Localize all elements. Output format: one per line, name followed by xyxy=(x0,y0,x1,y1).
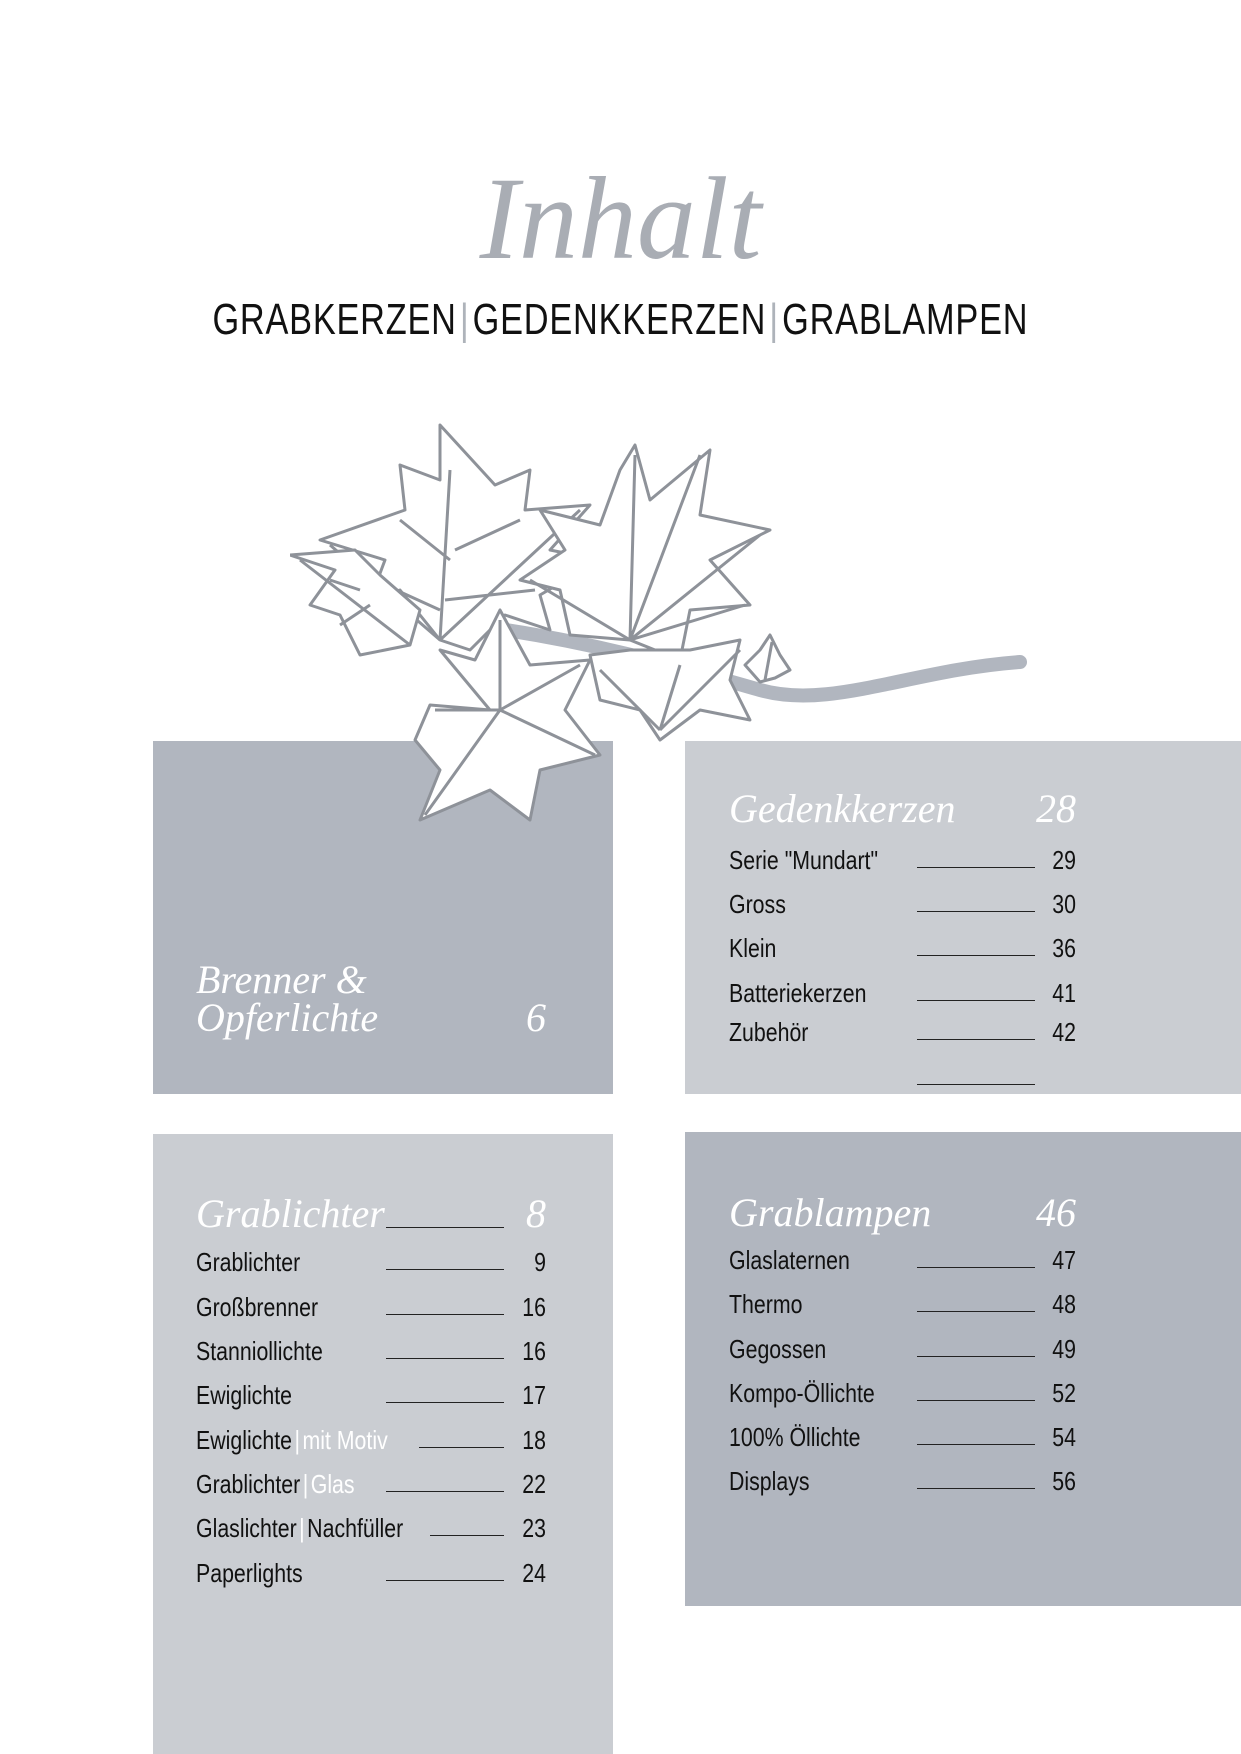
toc-entry[interactable] xyxy=(196,1292,546,1324)
toc-entry[interactable] xyxy=(729,1422,1079,1454)
section-page-gedenkkerzen: 28 xyxy=(1036,786,1076,831)
toc-entry-page: 23 xyxy=(522,1513,546,1543)
toc-entry-label xyxy=(196,1513,403,1544)
toc-entry-label-sub: Glas xyxy=(310,1469,355,1499)
leader-line-extra xyxy=(917,1084,1035,1085)
toc-entry-label: Glaslaternen xyxy=(729,1245,850,1275)
toc-entry[interactable] xyxy=(729,1334,1079,1366)
toc-entry[interactable] xyxy=(196,1425,546,1457)
label-separator: | xyxy=(299,1513,305,1543)
toc-entry-label: Klein xyxy=(729,933,777,963)
toc-entry-page: 18 xyxy=(522,1425,546,1455)
toc-entry[interactable] xyxy=(729,1466,1079,1498)
toc-entry-label: Stanniollichte xyxy=(196,1336,323,1366)
leader-line xyxy=(430,1535,504,1536)
section-title-grablichter: Grablichter xyxy=(196,1191,385,1236)
page-title: Inhalt xyxy=(479,153,762,284)
toc-entry-label: Ewiglichte xyxy=(196,1380,292,1410)
leader-line xyxy=(386,1314,504,1315)
toc-entry-page: 24 xyxy=(522,1558,546,1588)
section-title-brenner-line1: Brenner & xyxy=(196,957,367,1002)
subtitle-grablampen: GRABLAMPEN xyxy=(782,295,1029,344)
subtitle-separator: | xyxy=(459,295,470,344)
toc-entry-label xyxy=(196,1425,388,1456)
toc-entry-page: 22 xyxy=(522,1469,546,1499)
toc-entry-label: Serie "Mundart" xyxy=(729,845,879,875)
toc-entry-page: 17 xyxy=(522,1380,546,1410)
toc-entry-label: Batteriekerzen xyxy=(729,978,867,1008)
section-title-gedenkkerzen: Gedenkkerzen xyxy=(729,786,956,831)
toc-entry-page: 47 xyxy=(1052,1245,1076,1275)
toc-entry[interactable] xyxy=(729,1017,1079,1049)
toc-entry-page: 56 xyxy=(1052,1466,1076,1496)
leader-line xyxy=(917,867,1035,868)
leader-line xyxy=(917,1039,1035,1040)
toc-entry-page: 16 xyxy=(522,1292,546,1322)
leader-line xyxy=(386,1358,504,1359)
leader-line xyxy=(917,1000,1035,1001)
toc-entry-page: 42 xyxy=(1052,1017,1076,1047)
toc-entry-page: 16 xyxy=(522,1336,546,1366)
toc-entry[interactable] xyxy=(729,1245,1079,1277)
section-title-grablampen: Grablampen xyxy=(729,1190,932,1235)
toc-entry-label xyxy=(196,1469,355,1500)
leader-line xyxy=(419,1447,504,1448)
leader-line xyxy=(386,1227,504,1228)
leader-line xyxy=(386,1491,504,1492)
toc-entry-label: Thermo xyxy=(729,1289,803,1319)
leader-line xyxy=(386,1580,504,1581)
leader-line xyxy=(917,955,1035,956)
toc-entry-page: 54 xyxy=(1052,1422,1076,1452)
subtitle-gedenkkerzen: GEDENKKERZEN xyxy=(472,295,767,344)
toc-entry-page: 29 xyxy=(1052,845,1076,875)
page-subtitle xyxy=(136,295,1104,345)
toc-entry[interactable] xyxy=(729,1378,1079,1410)
toc-entry-label-main: Glaslichter xyxy=(196,1513,297,1543)
toc-entry-label: 100% Öllichte xyxy=(729,1422,861,1452)
toc-entry[interactable] xyxy=(196,1247,546,1279)
toc-entry-page: 9 xyxy=(534,1247,546,1277)
toc-entry-page: 49 xyxy=(1052,1334,1076,1364)
toc-entry-label: Gross xyxy=(729,889,786,919)
toc-entry-page: 30 xyxy=(1052,889,1076,919)
section-page-grablampen: 46 xyxy=(1036,1190,1076,1235)
toc-entry[interactable] xyxy=(196,1469,546,1501)
leader-line xyxy=(386,1402,504,1403)
toc-entry-page: 41 xyxy=(1052,978,1076,1008)
toc-entry-page: 48 xyxy=(1052,1289,1076,1319)
ivy-branch-icon xyxy=(290,410,1030,830)
toc-entry-label-sub: Nachfüller xyxy=(307,1513,404,1543)
toc-entry-label: Großbrenner xyxy=(196,1292,319,1322)
toc-entry-label: Paperlights xyxy=(196,1558,303,1588)
leader-line xyxy=(917,1356,1035,1357)
toc-entry[interactable] xyxy=(729,1289,1079,1321)
toc-entry-label: Displays xyxy=(729,1466,810,1496)
leader-line xyxy=(917,1267,1035,1268)
leader-line xyxy=(386,1269,504,1270)
toc-entry-label: Grablichter xyxy=(196,1247,301,1277)
toc-entry-label: Gegossen xyxy=(729,1334,827,1364)
leader-line xyxy=(917,1444,1035,1445)
leader-line xyxy=(917,1400,1035,1401)
toc-entry[interactable] xyxy=(196,1513,546,1545)
toc-entry[interactable] xyxy=(729,889,1079,921)
subtitle-grabkerzen: GRABKERZEN xyxy=(212,295,457,344)
toc-entry[interactable] xyxy=(729,845,1079,877)
label-separator: | xyxy=(302,1469,309,1499)
toc-entry[interactable] xyxy=(196,1380,546,1412)
toc-entry[interactable] xyxy=(196,1558,546,1590)
toc-entry-page: 52 xyxy=(1052,1378,1076,1408)
section-page-grablichter: 8 xyxy=(526,1191,546,1236)
toc-entry-label-sub: mit Motiv xyxy=(302,1425,388,1455)
leader-line xyxy=(917,911,1035,912)
subtitle-separator: | xyxy=(769,295,779,344)
section-title-brenner-line2: Opferlichte xyxy=(196,995,379,1040)
toc-entry-label-main: Grablichter xyxy=(196,1469,301,1499)
toc-entry-label: Zubehör xyxy=(729,1017,809,1047)
section-page-brenner: 6 xyxy=(526,995,546,1040)
leader-line xyxy=(917,1488,1035,1489)
toc-entry-page: 36 xyxy=(1052,933,1076,963)
toc-entry[interactable] xyxy=(196,1336,546,1368)
leader-line xyxy=(917,1311,1035,1312)
toc-entry-label-main: Ewiglichte xyxy=(196,1425,292,1455)
toc-entry[interactable] xyxy=(729,933,1079,965)
label-separator: | xyxy=(294,1425,300,1455)
toc-entry-label: Kompo-Öllichte xyxy=(729,1378,875,1408)
toc-entry[interactable] xyxy=(729,978,1079,1010)
